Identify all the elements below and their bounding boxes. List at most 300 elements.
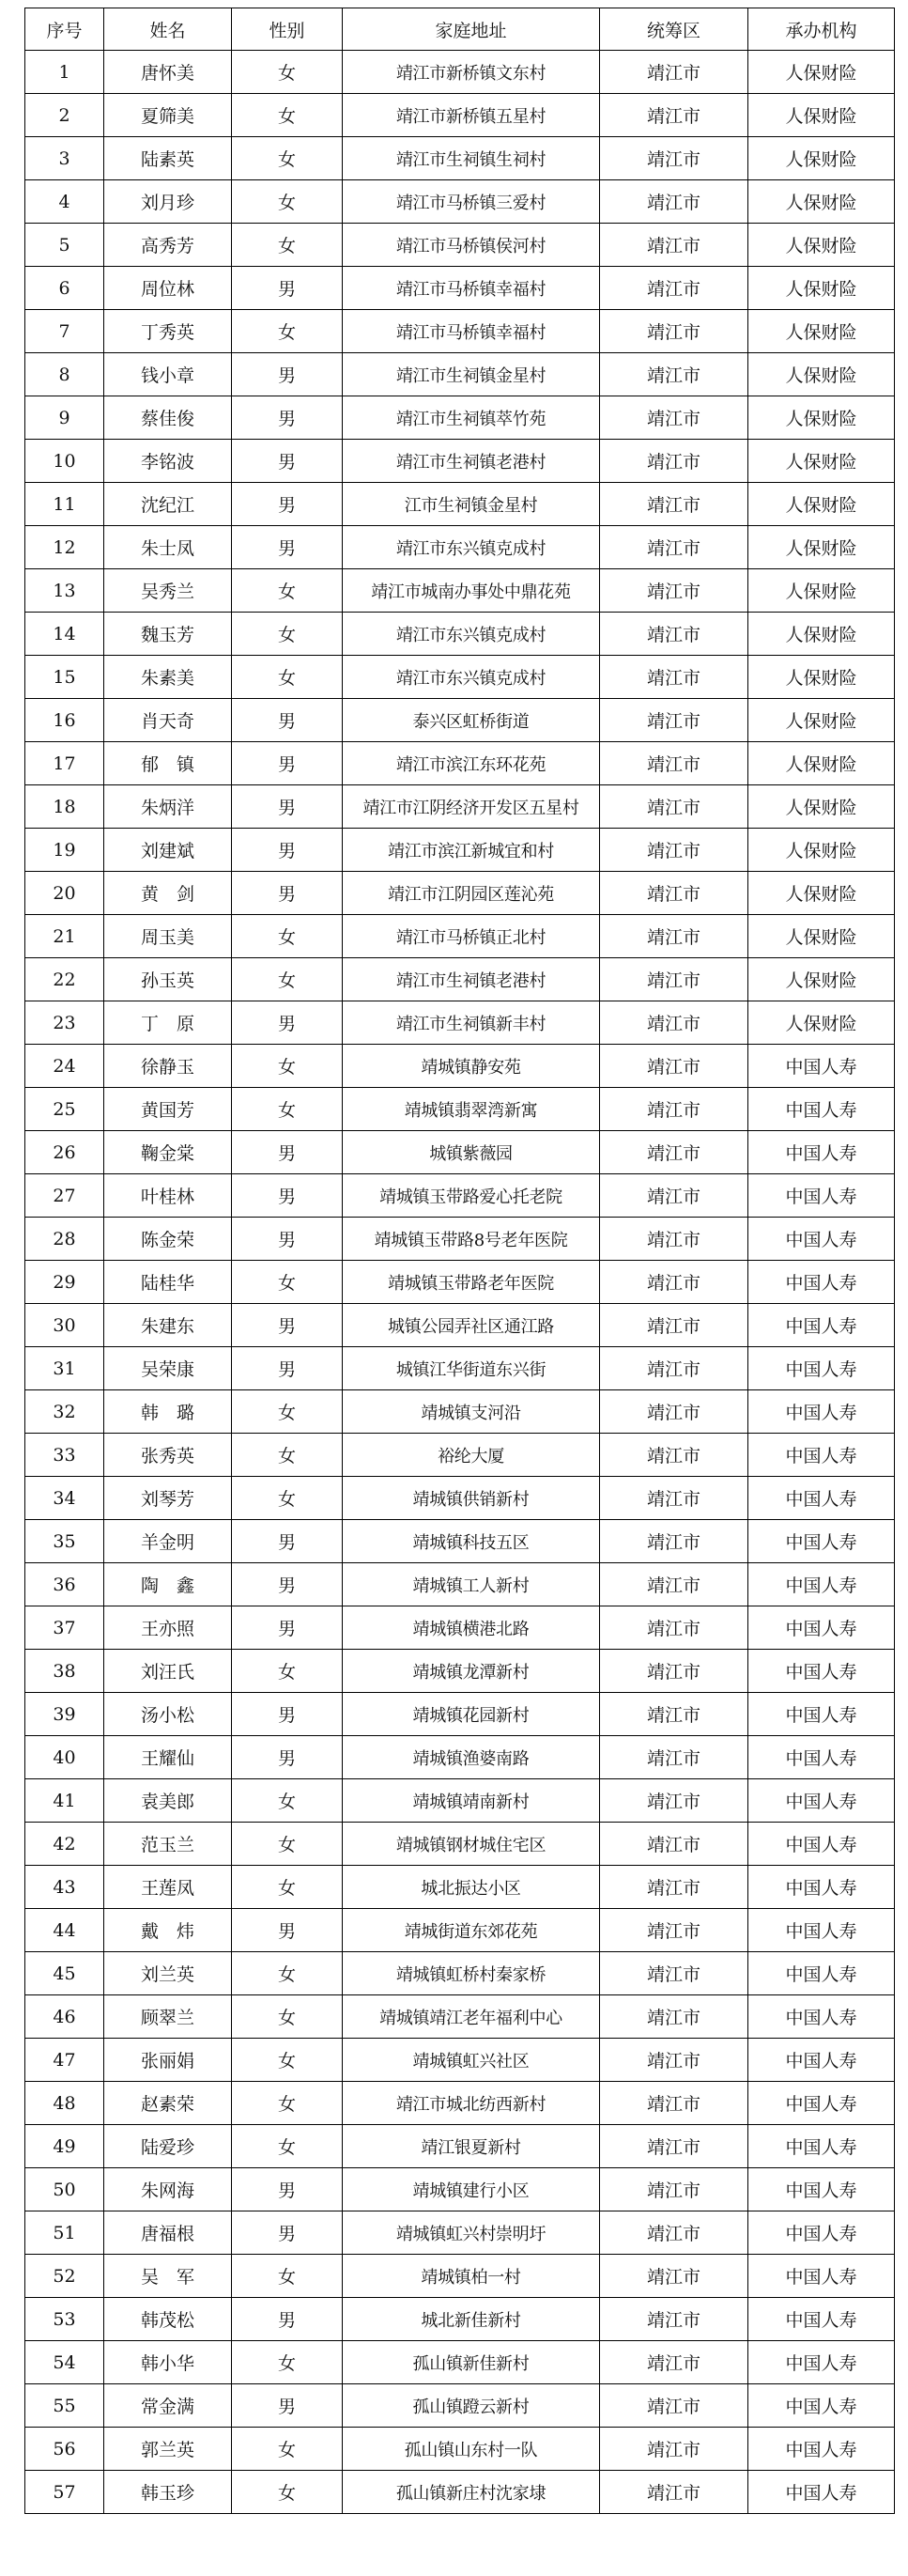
- cell-pooling-region: 靖江市: [600, 1434, 748, 1477]
- cell-name: 朱士凤: [104, 526, 232, 569]
- header-agency: 承办机构: [748, 8, 895, 51]
- cell-agency: 中国人寿: [748, 2125, 895, 2168]
- table-row: [25, 1088, 895, 1131]
- cell-name: 赵素荣: [104, 2082, 232, 2125]
- table-row: [25, 1995, 895, 2039]
- cell-agency: 中国人寿: [748, 1174, 895, 1218]
- cell-gender: 男: [232, 1693, 343, 1736]
- cell-name: 陶 鑫: [104, 1563, 232, 1606]
- cell-home-address: 靖江市生祠镇老港村: [343, 440, 600, 483]
- table-row: [25, 2384, 895, 2428]
- table-row: [25, 483, 895, 526]
- cell-name: 王亦照: [104, 1606, 232, 1650]
- cell-name: 蔡佳俊: [104, 396, 232, 440]
- cell-home-address: 靖江银夏新村: [343, 2125, 600, 2168]
- cell-gender: 男: [232, 1218, 343, 1261]
- cell-pooling-region: 靖江市: [600, 1779, 748, 1823]
- cell-agency: 中国人寿: [748, 1477, 895, 1520]
- cell-name: 陆素英: [104, 137, 232, 180]
- cell-agency: 中国人寿: [748, 1693, 895, 1736]
- table-row: [25, 1866, 895, 1909]
- cell-name: 郭兰英: [104, 2428, 232, 2471]
- cell-pooling-region: 靖江市: [600, 2125, 748, 2168]
- table-row: [25, 1261, 895, 1304]
- cell-home-address: 靖城镇渔婆南路: [343, 1736, 600, 1779]
- cell-name: 陆爱珍: [104, 2125, 232, 2168]
- table-row: [25, 699, 895, 742]
- cell-agency: 中国人寿: [748, 1909, 895, 1952]
- cell-home-address: 孤山镇新佳新村: [343, 2341, 600, 2384]
- cell-name: 李铭波: [104, 440, 232, 483]
- cell-agency: 人保财险: [748, 742, 895, 785]
- cell-name: 王耀仙: [104, 1736, 232, 1779]
- cell-gender: 女: [232, 2125, 343, 2168]
- cell-serial-number: 52: [25, 2255, 104, 2298]
- cell-serial-number: 47: [25, 2039, 104, 2082]
- cell-name: 韩玉珍: [104, 2471, 232, 2514]
- cell-name: 刘月珍: [104, 180, 232, 224]
- cell-name: 顾翠兰: [104, 1995, 232, 2039]
- cell-serial-number: 15: [25, 656, 104, 699]
- cell-gender: 女: [232, 2082, 343, 2125]
- cell-agency: 人保财险: [748, 656, 895, 699]
- cell-name: 叶桂林: [104, 1174, 232, 1218]
- table-row: [25, 94, 895, 137]
- cell-gender: 男: [232, 1909, 343, 1952]
- cell-agency: 人保财险: [748, 1001, 895, 1045]
- cell-serial-number: 37: [25, 1606, 104, 1650]
- cell-pooling-region: 靖江市: [600, 396, 748, 440]
- cell-gender: 男: [232, 1001, 343, 1045]
- table-row: [25, 2298, 895, 2341]
- cell-serial-number: 56: [25, 2428, 104, 2471]
- cell-pooling-region: 靖江市: [600, 2471, 748, 2514]
- cell-agency: 中国人寿: [748, 1952, 895, 1995]
- cell-serial-number: 26: [25, 1131, 104, 1174]
- cell-pooling-region: 靖江市: [600, 656, 748, 699]
- cell-gender: 女: [232, 1261, 343, 1304]
- table-row: [25, 613, 895, 656]
- table-row: [25, 1563, 895, 1606]
- cell-pooling-region: 靖江市: [600, 1563, 748, 1606]
- table-row: [25, 353, 895, 396]
- cell-agency: 人保财险: [748, 958, 895, 1001]
- header-home-address: 家庭地址: [343, 8, 600, 51]
- cell-home-address: 靖江市东兴镇克成村: [343, 613, 600, 656]
- cell-serial-number: 14: [25, 613, 104, 656]
- cell-agency: 人保财险: [748, 699, 895, 742]
- cell-name: 韩 璐: [104, 1390, 232, 1434]
- cell-serial-number: 32: [25, 1390, 104, 1434]
- cell-pooling-region: 靖江市: [600, 1650, 748, 1693]
- cell-serial-number: 40: [25, 1736, 104, 1779]
- cell-home-address: 靖城镇静安苑: [343, 1045, 600, 1088]
- cell-agency: 人保财险: [748, 915, 895, 958]
- table-row: [25, 526, 895, 569]
- cell-name: 吴荣康: [104, 1347, 232, 1390]
- cell-pooling-region: 靖江市: [600, 1218, 748, 1261]
- cell-agency: 中国人寿: [748, 2039, 895, 2082]
- cell-serial-number: 53: [25, 2298, 104, 2341]
- table-row: [25, 742, 895, 785]
- cell-home-address: 靖城镇支河沿: [343, 1390, 600, 1434]
- cell-gender: 女: [232, 1650, 343, 1693]
- cell-pooling-region: 靖江市: [600, 699, 748, 742]
- table-row: [25, 267, 895, 310]
- table-row: [25, 440, 895, 483]
- cell-agency: 人保财险: [748, 137, 895, 180]
- table-row: [25, 2428, 895, 2471]
- cell-serial-number: 39: [25, 1693, 104, 1736]
- cell-pooling-region: 靖江市: [600, 1088, 748, 1131]
- cell-pooling-region: 靖江市: [600, 1693, 748, 1736]
- cell-pooling-region: 靖江市: [600, 137, 748, 180]
- cell-home-address: 靖城镇工人新村: [343, 1563, 600, 1606]
- cell-home-address: 靖江市生祠镇萃竹苑: [343, 396, 600, 440]
- cell-pooling-region: 靖江市: [600, 1261, 748, 1304]
- cell-name: 刘建斌: [104, 829, 232, 872]
- table-row: [25, 224, 895, 267]
- cell-home-address: 靖城镇龙潭新村: [343, 1650, 600, 1693]
- cell-home-address: 城北新佳新村: [343, 2298, 600, 2341]
- table-row: [25, 1477, 895, 1520]
- cell-name: 肖天奇: [104, 699, 232, 742]
- cell-pooling-region: 靖江市: [600, 872, 748, 915]
- cell-serial-number: 12: [25, 526, 104, 569]
- cell-serial-number: 45: [25, 1952, 104, 1995]
- cell-agency: 中国人寿: [748, 1304, 895, 1347]
- cell-home-address: 靖城镇钢材城住宅区: [343, 1823, 600, 1866]
- cell-agency: 人保财险: [748, 483, 895, 526]
- cell-serial-number: 49: [25, 2125, 104, 2168]
- cell-gender: 女: [232, 1952, 343, 1995]
- cell-agency: 中国人寿: [748, 1779, 895, 1823]
- cell-home-address: 靖城镇柏一村: [343, 2255, 600, 2298]
- cell-serial-number: 17: [25, 742, 104, 785]
- cell-agency: 中国人寿: [748, 1261, 895, 1304]
- cell-gender: 女: [232, 1434, 343, 1477]
- cell-home-address: 靖城镇供销新村: [343, 1477, 600, 1520]
- cell-home-address: 孤山镇新庄村沈家埭: [343, 2471, 600, 2514]
- cell-agency: 人保财险: [748, 310, 895, 353]
- cell-name: 刘兰英: [104, 1952, 232, 1995]
- cell-name: 孙玉英: [104, 958, 232, 1001]
- cell-name: 高秀芳: [104, 224, 232, 267]
- cell-pooling-region: 靖江市: [600, 1823, 748, 1866]
- table-row: [25, 1952, 895, 1995]
- cell-agency: 人保财险: [748, 267, 895, 310]
- cell-agency: 中国人寿: [748, 1606, 895, 1650]
- header-name: 姓名: [104, 8, 232, 51]
- cell-gender: 女: [232, 1995, 343, 2039]
- cell-home-address: 城镇公园弄社区通江路: [343, 1304, 600, 1347]
- cell-home-address: 靖城镇翡翠湾新寓: [343, 1088, 600, 1131]
- cell-pooling-region: 靖江市: [600, 1909, 748, 1952]
- cell-home-address: 靖城镇靖江老年福利中心: [343, 1995, 600, 2039]
- cell-pooling-region: 靖江市: [600, 1174, 748, 1218]
- cell-home-address: 靖城街道东郊花苑: [343, 1909, 600, 1952]
- cell-name: 周位林: [104, 267, 232, 310]
- table-row: [25, 396, 895, 440]
- cell-name: 夏筛美: [104, 94, 232, 137]
- cell-agency: 人保财险: [748, 224, 895, 267]
- cell-pooling-region: 靖江市: [600, 1520, 748, 1563]
- cell-pooling-region: 靖江市: [600, 353, 748, 396]
- cell-home-address: 靖城镇科技五区: [343, 1520, 600, 1563]
- cell-agency: 中国人寿: [748, 1390, 895, 1434]
- cell-gender: 女: [232, 1088, 343, 1131]
- table-row: [25, 310, 895, 353]
- cell-name: 刘汪氏: [104, 1650, 232, 1693]
- table-row: [25, 2039, 895, 2082]
- cell-agency: 中国人寿: [748, 1563, 895, 1606]
- cell-home-address: 靖城镇花园新村: [343, 1693, 600, 1736]
- cell-pooling-region: 靖江市: [600, 742, 748, 785]
- cell-pooling-region: 靖江市: [600, 267, 748, 310]
- cell-gender: 女: [232, 2255, 343, 2298]
- cell-serial-number: 19: [25, 829, 104, 872]
- table-row: [25, 569, 895, 613]
- cell-serial-number: 54: [25, 2341, 104, 2384]
- cell-pooling-region: 靖江市: [600, 2428, 748, 2471]
- cell-name: 陆桂华: [104, 1261, 232, 1304]
- cell-gender: 女: [232, 1779, 343, 1823]
- cell-agency: 人保财险: [748, 51, 895, 94]
- cell-agency: 人保财险: [748, 396, 895, 440]
- cell-home-address: 靖城镇建行小区: [343, 2168, 600, 2211]
- cell-agency: 人保财险: [748, 872, 895, 915]
- cell-pooling-region: 靖江市: [600, 1477, 748, 1520]
- cell-agency: 人保财险: [748, 785, 895, 829]
- cell-serial-number: 7: [25, 310, 104, 353]
- cell-gender: 女: [232, 1477, 343, 1520]
- cell-home-address: 江市生祠镇金星村: [343, 483, 600, 526]
- cell-gender: 女: [232, 2471, 343, 2514]
- cell-name: 鞠金棠: [104, 1131, 232, 1174]
- cell-agency: 中国人寿: [748, 1218, 895, 1261]
- cell-pooling-region: 靖江市: [600, 2082, 748, 2125]
- cell-gender: 男: [232, 699, 343, 742]
- cell-name: 韩小华: [104, 2341, 232, 2384]
- cell-name: 陈金荣: [104, 1218, 232, 1261]
- cell-name: 钱小章: [104, 353, 232, 396]
- cell-home-address: 靖江市江阴经济开发区五星村: [343, 785, 600, 829]
- cell-agency: 中国人寿: [748, 1045, 895, 1088]
- cell-serial-number: 42: [25, 1823, 104, 1866]
- cell-serial-number: 10: [25, 440, 104, 483]
- cell-gender: 男: [232, 829, 343, 872]
- cell-agency: 人保财险: [748, 526, 895, 569]
- cell-agency: 中国人寿: [748, 2384, 895, 2428]
- cell-pooling-region: 靖江市: [600, 1995, 748, 2039]
- cell-gender: 女: [232, 137, 343, 180]
- cell-agency: 中国人寿: [748, 1131, 895, 1174]
- table-row: [25, 656, 895, 699]
- table-row: [25, 137, 895, 180]
- cell-pooling-region: 靖江市: [600, 569, 748, 613]
- cell-serial-number: 51: [25, 2211, 104, 2255]
- cell-pooling-region: 靖江市: [600, 1390, 748, 1434]
- cell-home-address: 靖城镇虹兴村崇明圩: [343, 2211, 600, 2255]
- cell-name: 常金满: [104, 2384, 232, 2428]
- table-row: [25, 1001, 895, 1045]
- cell-name: 周玉美: [104, 915, 232, 958]
- cell-gender: 男: [232, 1736, 343, 1779]
- cell-name: 魏玉芳: [104, 613, 232, 656]
- beneficiary-table: [24, 8, 895, 2514]
- cell-agency: 人保财险: [748, 180, 895, 224]
- cell-gender: 女: [232, 613, 343, 656]
- cell-agency: 中国人寿: [748, 1650, 895, 1693]
- table-row: [25, 1218, 895, 1261]
- cell-gender: 男: [232, 267, 343, 310]
- cell-name: 韩茂松: [104, 2298, 232, 2341]
- cell-pooling-region: 靖江市: [600, 180, 748, 224]
- cell-gender: 女: [232, 94, 343, 137]
- cell-pooling-region: 靖江市: [600, 1736, 748, 1779]
- cell-agency: 中国人寿: [748, 2341, 895, 2384]
- cell-gender: 女: [232, 1390, 343, 1434]
- cell-serial-number: 30: [25, 1304, 104, 1347]
- table-row: [25, 1606, 895, 1650]
- cell-name: 徐静玉: [104, 1045, 232, 1088]
- cell-serial-number: 29: [25, 1261, 104, 1304]
- cell-serial-number: 22: [25, 958, 104, 1001]
- cell-serial-number: 41: [25, 1779, 104, 1823]
- cell-home-address: 靖江市东兴镇克成村: [343, 656, 600, 699]
- cell-pooling-region: 靖江市: [600, 2298, 748, 2341]
- cell-gender: 男: [232, 2384, 343, 2428]
- cell-name: 黄 剑: [104, 872, 232, 915]
- cell-pooling-region: 靖江市: [600, 2384, 748, 2428]
- table-body: [25, 51, 895, 2514]
- cell-pooling-region: 靖江市: [600, 2341, 748, 2384]
- cell-gender: 女: [232, 2341, 343, 2384]
- cell-gender: 男: [232, 1131, 343, 1174]
- cell-serial-number: 25: [25, 1088, 104, 1131]
- header-pooling-region: 统筹区: [600, 8, 748, 51]
- cell-home-address: 靖江市马桥镇幸福村: [343, 310, 600, 353]
- cell-gender: 女: [232, 656, 343, 699]
- cell-agency: 中国人寿: [748, 1088, 895, 1131]
- cell-pooling-region: 靖江市: [600, 526, 748, 569]
- cell-agency: 中国人寿: [748, 1434, 895, 1477]
- cell-gender: 女: [232, 1823, 343, 1866]
- cell-pooling-region: 靖江市: [600, 94, 748, 137]
- cell-pooling-region: 靖江市: [600, 1347, 748, 1390]
- cell-serial-number: 28: [25, 1218, 104, 1261]
- cell-pooling-region: 靖江市: [600, 1866, 748, 1909]
- cell-gender: 男: [232, 2211, 343, 2255]
- cell-gender: 女: [232, 1866, 343, 1909]
- cell-home-address: 靖江市滨江东环花苑: [343, 742, 600, 785]
- cell-gender: 男: [232, 353, 343, 396]
- cell-serial-number: 27: [25, 1174, 104, 1218]
- cell-pooling-region: 靖江市: [600, 915, 748, 958]
- cell-agency: 中国人寿: [748, 1736, 895, 1779]
- table-row: [25, 958, 895, 1001]
- table-row: [25, 1909, 895, 1952]
- table-row: [25, 2168, 895, 2211]
- cell-pooling-region: 靖江市: [600, 1304, 748, 1347]
- cell-serial-number: 33: [25, 1434, 104, 1477]
- cell-agency: 人保财险: [748, 353, 895, 396]
- cell-agency: 中国人寿: [748, 2082, 895, 2125]
- cell-home-address: 靖城镇玉带路爱心托老院: [343, 1174, 600, 1218]
- cell-name: 袁美郎: [104, 1779, 232, 1823]
- cell-serial-number: 46: [25, 1995, 104, 2039]
- cell-pooling-region: 靖江市: [600, 1001, 748, 1045]
- table-row: [25, 1174, 895, 1218]
- cell-serial-number: 4: [25, 180, 104, 224]
- cell-pooling-region: 靖江市: [600, 1606, 748, 1650]
- cell-gender: 男: [232, 396, 343, 440]
- table-row: [25, 1434, 895, 1477]
- cell-serial-number: 31: [25, 1347, 104, 1390]
- cell-serial-number: 16: [25, 699, 104, 742]
- cell-name: 刘琴芳: [104, 1477, 232, 1520]
- cell-serial-number: 24: [25, 1045, 104, 1088]
- cell-serial-number: 48: [25, 2082, 104, 2125]
- cell-gender: 男: [232, 1174, 343, 1218]
- cell-serial-number: 20: [25, 872, 104, 915]
- cell-gender: 女: [232, 2039, 343, 2082]
- cell-gender: 男: [232, 1304, 343, 1347]
- cell-name: 朱网海: [104, 2168, 232, 2211]
- cell-serial-number: 8: [25, 353, 104, 396]
- cell-home-address: 靖城镇玉带路8号老年医院: [343, 1218, 600, 1261]
- cell-agency: 中国人寿: [748, 1823, 895, 1866]
- table-row: [25, 1823, 895, 1866]
- cell-home-address: 靖江市新桥镇文东村: [343, 51, 600, 94]
- cell-agency: 中国人寿: [748, 2428, 895, 2471]
- cell-name: 戴 炜: [104, 1909, 232, 1952]
- cell-name: 吴秀兰: [104, 569, 232, 613]
- cell-home-address: 靖江市生祠镇新丰村: [343, 1001, 600, 1045]
- cell-agency: 人保财险: [748, 569, 895, 613]
- cell-home-address: 城北振达小区: [343, 1866, 600, 1909]
- table-row: [25, 915, 895, 958]
- cell-gender: 男: [232, 2298, 343, 2341]
- cell-gender: 男: [232, 1563, 343, 1606]
- cell-serial-number: 50: [25, 2168, 104, 2211]
- cell-home-address: 靖江市城南办事处中鼎花苑: [343, 569, 600, 613]
- table-row: [25, 1347, 895, 1390]
- cell-serial-number: 55: [25, 2384, 104, 2428]
- cell-pooling-region: 靖江市: [600, 51, 748, 94]
- cell-home-address: 裕纶大厦: [343, 1434, 600, 1477]
- cell-home-address: 靖江市滨江新城宜和村: [343, 829, 600, 872]
- cell-pooling-region: 靖江市: [600, 1045, 748, 1088]
- cell-home-address: 靖江市东兴镇克成村: [343, 526, 600, 569]
- cell-home-address: 靖江市马桥镇幸福村: [343, 267, 600, 310]
- cell-gender: 男: [232, 872, 343, 915]
- cell-home-address: 靖城镇玉带路老年医院: [343, 1261, 600, 1304]
- cell-gender: 男: [232, 785, 343, 829]
- table-row: [25, 1693, 895, 1736]
- cell-name: 汤小松: [104, 1693, 232, 1736]
- cell-serial-number: 43: [25, 1866, 104, 1909]
- cell-serial-number: 38: [25, 1650, 104, 1693]
- cell-home-address: 靖城镇横港北路: [343, 1606, 600, 1650]
- table-row: [25, 2341, 895, 2384]
- cell-pooling-region: 靖江市: [600, 1131, 748, 1174]
- cell-home-address: 城镇紫薇园: [343, 1131, 600, 1174]
- cell-pooling-region: 靖江市: [600, 613, 748, 656]
- cell-pooling-region: 靖江市: [600, 2039, 748, 2082]
- cell-serial-number: 3: [25, 137, 104, 180]
- table-row: [25, 1131, 895, 1174]
